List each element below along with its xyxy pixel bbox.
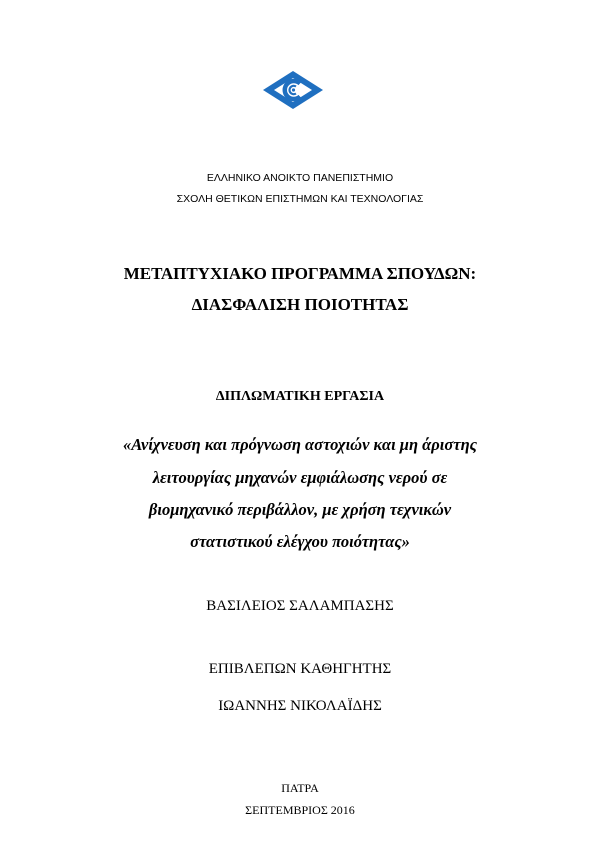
supervisor-name: ΙΩΑΝΝΗΣ ΝΙΚΟΛΑΪΔΗΣ <box>218 698 382 714</box>
university-logo-icon <box>262 70 324 110</box>
author-name: ΒΑΣΙΛΕΙΟΣ ΣΑΛΑΜΠΑΣΗΣ <box>206 598 394 614</box>
university-name: ΕΛΛΗΝΙΚΟ ΑΝΟΙΚΤΟ ΠΑΝΕΠΙΣΤΗΜΙΟ <box>206 172 394 184</box>
thesis-label: ΔΙΠΛΩΜΑΤΙΚΗ ΕΡΓΑΣΙΑ <box>215 389 385 404</box>
thesis-title-line-1: «Ανίχνευση και πρόγνωση αστοχιών και μη άριστης <box>122 435 478 454</box>
program-title-line-2: ΔΙΑΣΦΑΛΙΣΗ ΠΟΙΟΤΗΤΑΣ <box>191 295 409 314</box>
school-name: ΣΧΟΛΗ ΘΕΤΙΚΩΝ ΕΠΙΣΤΗΜΩΝ ΚΑΙ ΤΕΧΝΟΛΟΓΙΑΣ <box>176 193 424 205</box>
thesis-title-line-4: στατιστικού ελέγχου ποιότητας» <box>190 532 410 551</box>
date: ΣΕΠΤΕΜΒΡΙΟΣ 2016 <box>245 803 355 817</box>
supervisor-label: ΕΠΙΒΛΕΠΩΝ ΚΑΘΗΓΗΤΗΣ <box>208 661 392 677</box>
thesis-title-line-2: λειτουργίας μηχανών εμφιάλωσης νερού σε <box>152 468 448 487</box>
program-title-line-1: ΜΕΤΑΠΤΥΧΙΑΚΟ ΠΡΟΓΡΑΜΜΑ ΣΠΟΥΔΩΝ: <box>123 264 477 283</box>
thesis-title-line-3: βιομηχανικό περιβάλλον, με χρήση τεχνικών <box>148 500 452 519</box>
city: ΠΑΤΡΑ <box>281 781 319 795</box>
